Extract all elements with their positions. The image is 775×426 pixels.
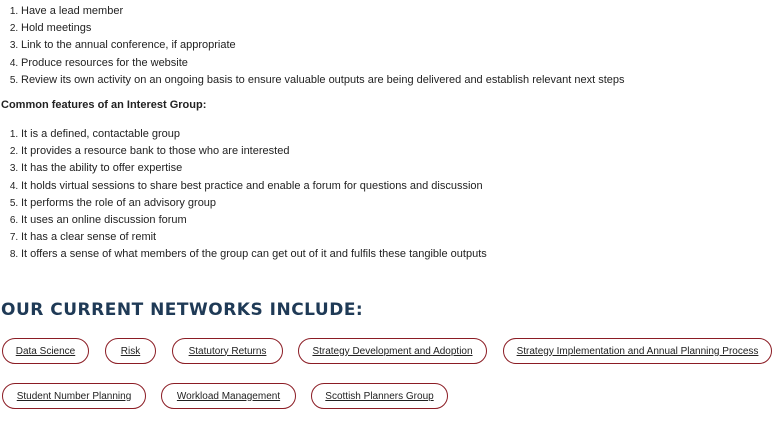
list-item: 6. It uses an online discussion forum [21,212,487,229]
list-item: 7. It has a clear sense of remit [21,229,487,246]
list-item: 2. Hold meetings [21,20,625,37]
list-item: 1. Have a lead member [21,3,625,20]
list-item: 3. Link to the annual conference, if appropriate [21,37,625,54]
list-item: 8. It offers a sense of what members of the group can get out of it and fulfils these tangible outputs [21,246,487,263]
network-link-scottish-planners-group[interactable]: Scottish Planners Group [311,383,448,409]
features-heading: Common features of an Interest Group: [1,99,207,111]
network-link-workload-management[interactable]: Workload Management [161,383,296,409]
network-link-data-science[interactable]: Data Science [2,338,89,364]
list-item: 2. It provides a resource bank to those who are interested [21,143,487,160]
features-list [0,126,487,264]
network-link-statutory-returns[interactable]: Statutory Returns [172,338,283,364]
list-item: 3. It has the ability to offer expertise [21,160,487,177]
networks-title: OUR CURRENT NETWORKS INCLUDE: [1,300,364,320]
network-link-strategy-development[interactable]: Strategy Development and Adoption [298,338,487,364]
list-item: 4. It holds virtual sessions to share best practice and enable a forum for questions and discussion [21,178,487,195]
network-link-student-number-planning[interactable]: Student Number Planning [2,383,146,409]
list-item: 1. It is a defined, contactable group [21,126,487,143]
list-item: 5. It performs the role of an advisory group [21,195,487,212]
network-link-strategy-implementation[interactable]: Strategy Implementation and Annual Planning Process [503,338,772,364]
networks-row [2,383,448,409]
list-item: 4. Produce resources for the website [21,55,625,72]
networks-row [2,338,772,364]
group-duties-list [0,3,625,89]
list-item: 5. Review its own activity on an ongoing basis to ensure valuable outputs are being delivered and establish relevant next steps [21,72,625,89]
network-link-risk[interactable]: Risk [105,338,156,364]
